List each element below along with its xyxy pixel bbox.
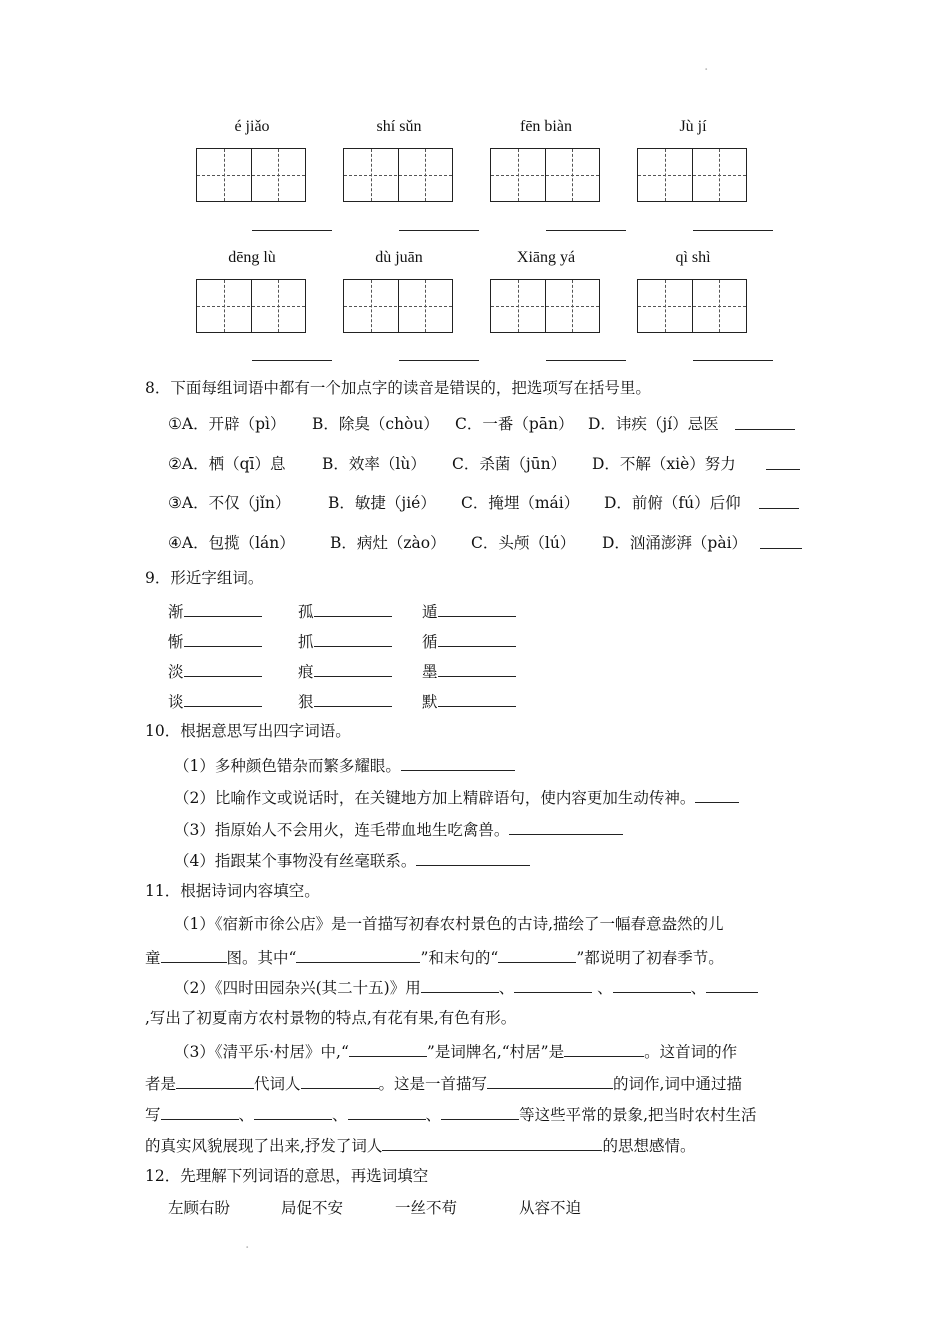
- fill-blank[interactable]: [613, 976, 691, 993]
- fill-blank[interactable]: [314, 630, 392, 647]
- q9-item: 狠: [298, 690, 392, 712]
- answer-line[interactable]: [693, 360, 773, 361]
- q12-word: 左顾右盼: [168, 1199, 231, 1217]
- fill-blank[interactable]: [161, 1103, 239, 1120]
- answer-line[interactable]: [252, 230, 332, 231]
- fill-blank[interactable]: [509, 818, 623, 835]
- q8-num: ③: [168, 494, 182, 512]
- fill-blank[interactable]: [438, 690, 516, 707]
- q10-item: （1）多种颜色错杂而繁多耀眼。: [174, 754, 515, 776]
- fill-blank[interactable]: [184, 600, 262, 617]
- pinyin-label: dēng lù: [228, 249, 276, 266]
- q8-option-c: C．掩埋（mái）: [461, 494, 580, 512]
- q8-option-c: C．一番（pān）: [455, 415, 574, 433]
- fill-blank[interactable]: [254, 1103, 332, 1120]
- answer-line[interactable]: [399, 360, 479, 361]
- fill-blank[interactable]: [487, 1072, 613, 1089]
- pinyin-label: Jù jí: [679, 118, 707, 135]
- q8-option-b: B．敏捷（jié）: [328, 494, 436, 512]
- fill-blank[interactable]: [695, 786, 739, 803]
- pinyin-label: Xiāng yá: [516, 249, 576, 266]
- fill-blank[interactable]: [314, 690, 392, 707]
- fill-blank[interactable]: [416, 849, 530, 866]
- answer-line[interactable]: [399, 230, 479, 231]
- tianzige-box[interactable]: [490, 279, 600, 333]
- pinyin-label: qì shì: [675, 249, 711, 266]
- q8-option-c: C．杀菌（jūn）: [452, 455, 567, 473]
- pinyin-label: shí sǔn: [376, 118, 422, 135]
- fill-blank[interactable]: [301, 1072, 379, 1089]
- q8-option-b: B．除臭（chòu）: [312, 415, 439, 433]
- q8-option-d: D．不解（xiè）努力: [592, 455, 736, 473]
- question-11-title: 11．根据诗词内容填空。: [145, 882, 320, 900]
- q8-num: ④: [168, 534, 182, 552]
- fill-blank[interactable]: [438, 630, 516, 647]
- q8-option-a: A．不仅（jǐn）: [181, 494, 291, 512]
- fill-blank[interactable]: [349, 1040, 427, 1057]
- page-mark: ·: [704, 62, 709, 78]
- tianzige-box[interactable]: [490, 148, 600, 202]
- fill-blank[interactable]: [438, 600, 516, 617]
- q8-row-2: [168, 452, 285, 474]
- q9-item: 默: [422, 690, 516, 712]
- q9-item: 孤: [298, 600, 392, 622]
- q8-answer-blank[interactable]: [735, 412, 795, 430]
- q8-option-a: A．栖（qī）息: [181, 455, 286, 473]
- answer-line[interactable]: [693, 230, 773, 231]
- answer-line[interactable]: [546, 230, 626, 231]
- fill-blank[interactable]: [314, 600, 392, 617]
- tianzige-box[interactable]: [196, 148, 306, 202]
- pinyin-label: é jiǎo: [234, 118, 270, 135]
- q10-item: （3）指原始人不会用火，连毛带血地生吃禽兽。: [174, 818, 623, 840]
- pinyin-label: dù juān: [375, 249, 423, 266]
- q9-item: 循: [422, 630, 516, 652]
- q9-item: 痕: [298, 660, 392, 682]
- answer-line[interactable]: [546, 360, 626, 361]
- q11-paragraph-3-line-3: 写 、 、 、 等这些平常的景象,把当时农村生活: [145, 1103, 757, 1125]
- tianzige-box[interactable]: [343, 279, 453, 333]
- q8-option-d: D．汹涌澎湃（pài）: [602, 534, 748, 552]
- q9-item: 抓: [298, 630, 392, 652]
- tianzige-box[interactable]: [637, 279, 747, 333]
- fill-blank[interactable]: [401, 754, 515, 771]
- fill-blank[interactable]: [514, 976, 592, 993]
- q8-row-3: [168, 491, 290, 513]
- q8-option-d: D．讳疾（jí）忌医: [588, 415, 719, 433]
- q8-row-1: [168, 412, 285, 434]
- q8-num: ①: [168, 415, 182, 433]
- q12-word: 局促不安: [281, 1199, 344, 1217]
- q8-answer-blank[interactable]: [759, 491, 799, 509]
- q8-answer-blank[interactable]: [760, 531, 802, 549]
- q8-answer-blank[interactable]: [766, 452, 800, 470]
- q11-paragraph-1: （1）《宿新市徐公店》是一首描写初春农村景色的古诗,描绘了一幅春意盎然的儿: [174, 915, 724, 933]
- q8-num: ②: [168, 455, 182, 473]
- q10-item: （4）指跟某个事物没有丝毫联系。: [174, 849, 530, 871]
- fill-blank[interactable]: [176, 1072, 254, 1089]
- q8-option-b: B．病灶（zào）: [330, 534, 446, 552]
- q11-paragraph-3-line-2: 者是 代词人 。这是一首描写 的词作,词中通过描: [145, 1072, 742, 1094]
- fill-blank[interactable]: [348, 1103, 426, 1120]
- q8-row-4: [168, 531, 295, 553]
- q8-option-d: D．前俯（fú）后仰: [604, 494, 741, 512]
- fill-blank[interactable]: [564, 1040, 644, 1057]
- question-8-title: 8．下面每组词语中都有一个加点字的读音是错误的，把选项写在括号里。: [145, 379, 651, 397]
- fill-blank[interactable]: [184, 690, 262, 707]
- fill-blank[interactable]: [314, 660, 392, 677]
- fill-blank[interactable]: [498, 946, 576, 963]
- fill-blank[interactable]: [438, 660, 516, 677]
- q8-option-a: A．包揽（lán）: [181, 534, 295, 552]
- tianzige-box[interactable]: [196, 279, 306, 333]
- q9-item: 墨: [422, 660, 516, 682]
- fill-blank[interactable]: [382, 1134, 602, 1151]
- fill-blank[interactable]: [161, 946, 227, 963]
- fill-blank[interactable]: [421, 976, 499, 993]
- question-9-title: 9．形近字组词。: [145, 569, 264, 587]
- q9-item: 淡: [168, 660, 262, 682]
- q11-paragraph-3-line-4: 的真实风貌展现了出来,抒发了词人 的思想感情。: [145, 1134, 695, 1156]
- q12-word: 从容不迫: [519, 1199, 582, 1217]
- q12-word: 一丝不苟: [395, 1199, 458, 1217]
- q11-paragraph-3: （3）《清平乐·村居》中,“ ”是词牌名,“村居”是 。这首词的作: [174, 1040, 737, 1062]
- q11-paragraph-2-cont: ,写出了初夏南方农村景物的特点,有花有果,有色有形。: [145, 1009, 517, 1027]
- fill-blank[interactable]: [296, 946, 420, 963]
- q9-item: 谈: [168, 690, 262, 712]
- fill-blank[interactable]: [706, 976, 758, 993]
- page-mark: ·: [245, 1240, 250, 1256]
- q9-item: 惭: [168, 630, 262, 652]
- fill-blank[interactable]: [184, 660, 262, 677]
- tianzige-box[interactable]: [637, 148, 747, 202]
- pinyin-label: fēn biàn: [520, 118, 572, 135]
- q11-paragraph-1-cont: 童 图。其中“ ”和末句的“ ”都说明了初春季节。: [145, 946, 724, 968]
- q9-item: 遁: [422, 600, 516, 622]
- q11-paragraph-2: （2）《四时田园杂兴(其二十五)》用 、 、 、: [174, 976, 758, 998]
- answer-line[interactable]: [252, 360, 332, 361]
- question-10-title: 10．根据意思写出四字词语。: [145, 722, 351, 740]
- q8-option-a: A．开辟（pì）: [181, 415, 286, 433]
- q8-option-c: C．头颅（lú）: [471, 534, 576, 552]
- fill-blank[interactable]: [441, 1103, 519, 1120]
- question-12-title: 12．先理解下列词语的意思，再选词填空: [145, 1167, 429, 1185]
- q9-item: 渐: [168, 600, 262, 622]
- q8-option-b: B．效率（lù）: [322, 455, 426, 473]
- tianzige-box[interactable]: [343, 148, 453, 202]
- fill-blank[interactable]: [184, 630, 262, 647]
- q10-item: （2）比喻作文或说话时，在关键地方加上精辟语句，使内容更加生动传神。: [174, 786, 739, 808]
